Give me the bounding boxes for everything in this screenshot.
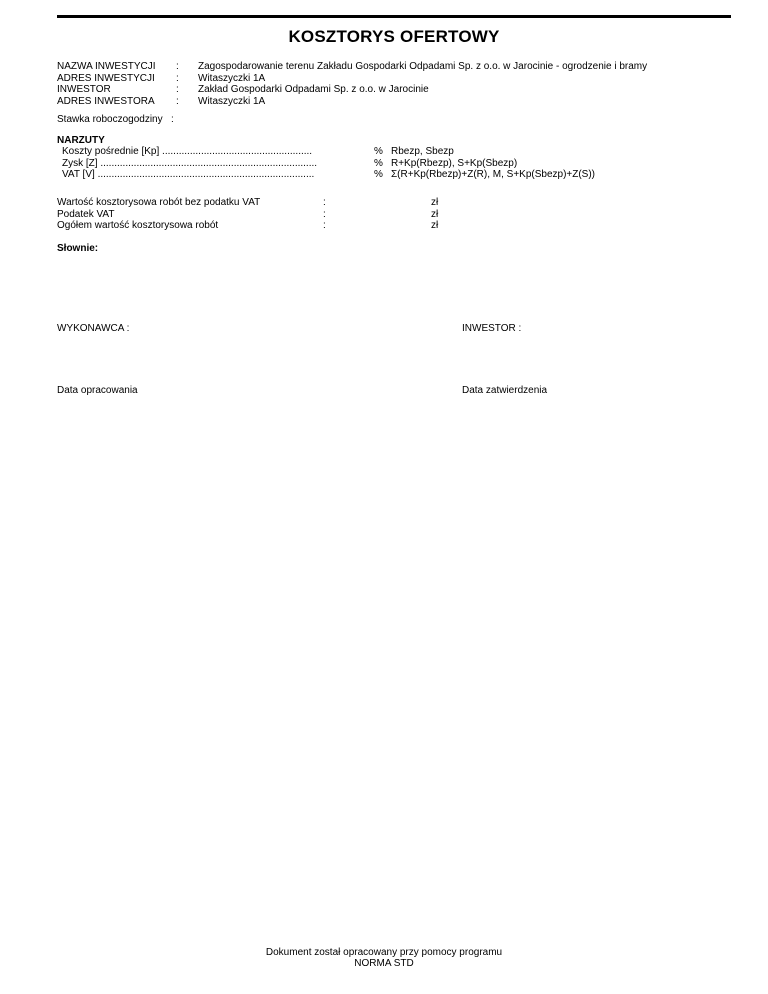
rate-label: Stawka roboczogodziny <box>57 114 163 125</box>
total-unit: zł <box>431 197 439 208</box>
surcharges-heading: NARZUTY <box>57 135 105 146</box>
top-rule <box>57 15 731 18</box>
total-label-gross: Ogółem wartość kosztorysowa robót <box>57 220 219 231</box>
total-colon: : <box>323 208 326 220</box>
info-colon: : <box>176 95 179 107</box>
info-label: ADRES INWESTYCJI <box>57 72 155 84</box>
surcharge-label-vat: VAT [V] .............................................................................. <box>62 169 315 180</box>
total-colon: : <box>323 220 326 231</box>
total-colon: : <box>323 197 326 208</box>
surcharge-unit: % <box>374 169 383 180</box>
surcharge-formula: R+Kp(Rbezp), S+Kp(Sbezp) <box>391 157 518 169</box>
in-words-label: Słownie: <box>57 243 99 254</box>
info-row-investment-name <box>57 61 707 73</box>
info-value: Zagospodarowanie terenu Zakładu Gospodarki Odpadami Sp. z o.o. w Jarocinie - ogrodzenie i bramy <box>198 61 648 72</box>
surcharge-formula: Rbezp, Sbezp <box>391 146 454 157</box>
surcharge-unit: % <box>374 146 383 157</box>
footer <box>0 947 768 969</box>
info-label: NAZWA INWESTYCJI <box>57 61 156 72</box>
info-value: Zakład Gospodarki Odpadami Sp. z o.o. w Jarocinie <box>198 84 429 95</box>
footer-line-1: Dokument został opracowany przy pomocy programu <box>265 947 503 958</box>
total-label-net: Wartość kosztorysowa robót bez podatku VAT <box>57 197 261 208</box>
info-row-investment-address <box>57 73 707 85</box>
info-colon: : <box>176 84 179 95</box>
surcharge-label-profit: Zysk [Z] .............................................................................. <box>62 157 318 169</box>
info-value: Witaszyczki 1A <box>198 72 266 84</box>
info-colon: : <box>176 72 179 84</box>
investor-signature-label: INWESTOR : <box>462 323 522 334</box>
total-unit: zł <box>431 220 439 231</box>
surcharge-unit: % <box>374 157 383 169</box>
contractor-signature-label: WYKONAWCA : <box>57 323 130 334</box>
info-row-investor <box>57 84 707 96</box>
info-label: INWESTOR <box>57 84 111 95</box>
surcharge-label-indirect-costs: Koszty pośrednie [Kp] ...................................................... <box>62 146 313 157</box>
footer-line-2: NORMA STD <box>354 958 414 969</box>
surcharge-formula: Σ(R+Kp(Rbezp)+Z(R), M, S+Kp(Sbezp)+Z(S)) <box>391 169 596 180</box>
info-value: Witaszyczki 1A <box>198 95 266 107</box>
info-row-investor-address <box>57 96 707 108</box>
prepared-date-label: Data opracowania <box>57 385 138 396</box>
total-unit: zł <box>431 208 439 220</box>
approved-date-label: Data zatwierdzenia <box>462 385 548 396</box>
rate-colon: : <box>171 114 174 125</box>
document-title: KOSZTORYS OFERTOWY <box>288 27 500 46</box>
total-label-vat: Podatek VAT <box>57 208 115 220</box>
info-label: ADRES INWESTORA <box>57 95 155 107</box>
info-colon: : <box>176 61 179 72</box>
